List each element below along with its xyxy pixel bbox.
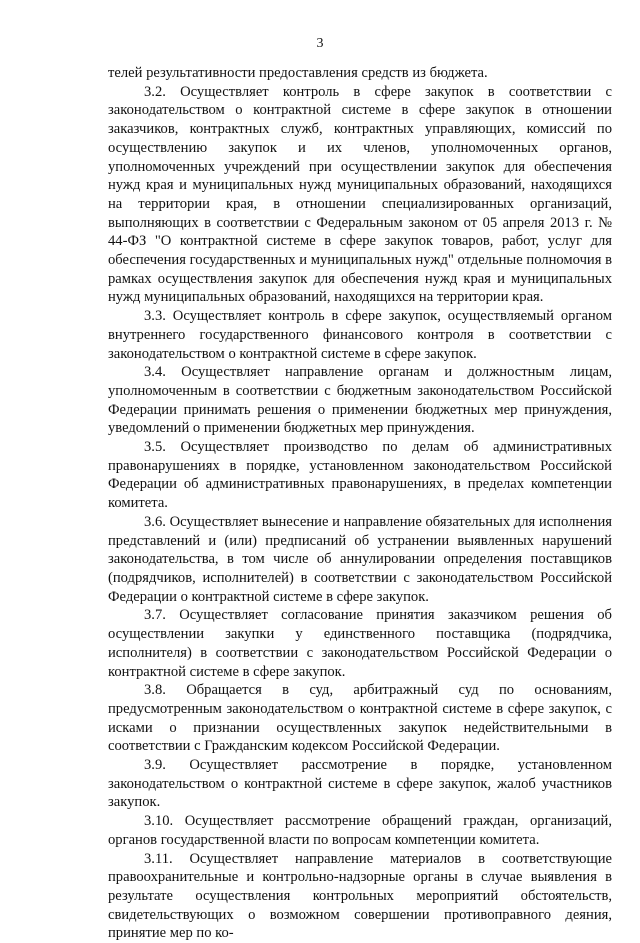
paragraph-3-9: 3.9. Осуществляет рассмотрение в порядке, установленном законодательством о контрактной системе в сфере закупок, жалоб участников закупок.	[108, 757, 612, 811]
paragraph-3-4: 3.4. Осуществляет направление органам и должностным лицам, уполномоченным в соответствии с бюджетным законодательством Российской Федерации принимать решения о применении бюджетных мер принуждения, уведомлений о применении бюджетных мер принуждения.	[108, 364, 612, 437]
paragraph-3-6: 3.6. Осуществляет вынесение и направление обязательных для исполнения представлений и (или) предписаний об устранении выявленных нарушений законодательства, в том числе об аннулировании определения поставщиков (подрядчиков, исполнителей) в соответствии с законодательством Российской Федерации о контрактной системе в сфере закупок.	[108, 513, 612, 605]
paragraph-3-8: 3.8. Обращается в суд, арбитражный суд по основаниям, предусмотренным законодательством о контрактной системе в сфере закупок, с исками о признании осуществленных закупок недействительными в соответствии с Гражданским кодексом Российской Федерации.	[108, 682, 612, 755]
paragraph-3-11: 3.11. Осуществляет направление материалов в соответствующие правоохранительные и контрольно-надзорные органы в случае выявления в результате осуществления контрольных мероприятий обстоятельств, свидетельствующих о возможном совершении противоправного деяния, принятие мер по ко-	[108, 850, 612, 942]
paragraph-continuation: телей результативности предоставления средств из бюджета.	[108, 65, 488, 81]
page-number: 3	[316, 36, 324, 51]
paragraph-3-5: 3.5. Осуществляет производство по делам об административных правонарушениях в порядке, установленном законодательством Российской Федерации об административных правонарушениях, в пределах компетенции комитета.	[108, 439, 612, 512]
paragraph-3-2: 3.2. Осуществляет контроль в сфере закупок в соответствии с законодательством о контрактной системе в сфере закупок в отношении заказчиков, контрактных служб, контрактных управляющих, комиссий по осуществлению закупок и их членов, уполномоченных органов, уполномоченных учреждений при осуществлении закупок для обеспечения нужд края и муниципальных нужд муниципальных образований, находящихся на территории края, в отношении специализированных организаций, выполняющих в соответствии с Федеральным законом от 05 апреля 2013 г. № 44-ФЗ "О контрактной системе в сфере закупок товаров, работ, услуг для обеспечения государственных и муниципальных нужд" отдельные полномочия в рамках осуществления закупок для обеспечения нужд края и муниципальных нужд муниципальных образований, находящихся на территории края.	[108, 83, 612, 306]
document-body	[108, 64, 612, 943]
paragraph-3-10: 3.10. Осуществляет рассмотрение обращений граждан, организаций, органов государственной власти по вопросам компетенции комитета.	[108, 813, 612, 848]
paragraph-3-3: 3.3. Осуществляет контроль в сфере закупок, осуществляемый органом внутреннего государственного финансового контроля в соответствии с законодательством о контрактной системе в сфере закупок.	[108, 308, 612, 362]
paragraph-3-7: 3.7. Осуществляет согласование принятия заказчиком решения об осуществлении закупки у единственного поставщика (подрядчика, исполнителя) в соответствии с законодательством Российской Федерации о контрактной системе в сфере закупок.	[108, 607, 612, 680]
